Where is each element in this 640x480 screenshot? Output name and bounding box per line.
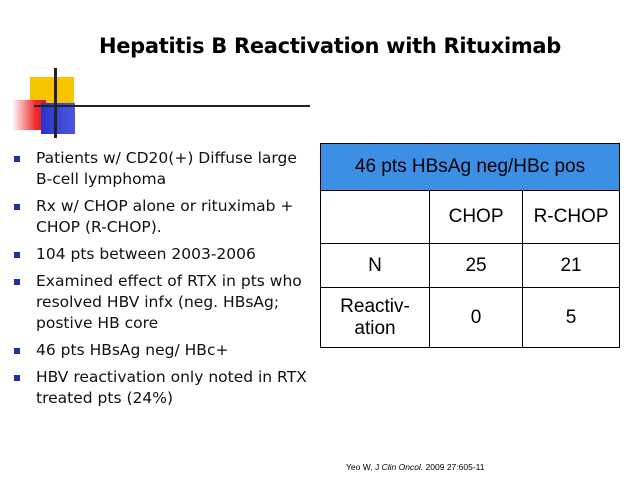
bullet-text: Examined effect of RTX in pts who resolved HBV infx (neg. HBsAg; postive HB core — [36, 272, 302, 332]
bullet-text: Rx w/ CHOP alone or rituximab + CHOP (R-CHOP). — [36, 197, 294, 236]
bullet-square-icon — [14, 348, 20, 354]
bullet-square-icon — [14, 375, 20, 381]
bullet-item — [14, 367, 314, 409]
bullet-text: HBV reactivation only noted in RTX treated pts (24%) — [36, 368, 307, 407]
bullet-text: 46 pts HBsAg neg/ HBc+ — [36, 341, 229, 359]
bullet-item — [14, 244, 314, 265]
bullet-square-icon — [14, 252, 20, 258]
bullet-square-icon — [14, 204, 20, 210]
bullet-square-icon — [14, 156, 20, 162]
citation-author: Yeo W, J — [346, 462, 380, 472]
bullet-text: Patients w/ CD20(+) Diffuse large B-cell lymphoma — [36, 149, 297, 188]
citation-journal: Clin Oncol. — [381, 462, 424, 472]
decorative-horizontal-line — [34, 105, 310, 107]
bullet-text: 104 pts between 2003-2006 — [36, 245, 256, 263]
table-header: 46 pts HBsAg neg/HBc pos — [321, 144, 620, 191]
decorative-vertical-line — [54, 68, 57, 138]
column-header-rchop: R-CHOP — [523, 191, 620, 244]
cell-rchop: 5 — [523, 288, 620, 348]
slide-title: Hepatitis B Reactivation with Rituximab — [98, 34, 562, 58]
table-row — [321, 288, 620, 348]
bullet-item — [14, 340, 314, 361]
row-label-reactivation: Reactiv- ation — [321, 288, 430, 348]
bullet-list — [14, 148, 314, 415]
bullet-item — [14, 196, 314, 238]
decorative-blue-block — [41, 103, 75, 134]
citation — [346, 462, 485, 472]
table-column-header-row — [321, 191, 620, 244]
column-header-chop: CHOP — [430, 191, 523, 244]
table-row — [321, 244, 620, 288]
row-label: N — [321, 244, 430, 288]
results-table — [320, 143, 620, 348]
cell-chop: 25 — [430, 244, 523, 288]
bullet-item — [14, 271, 314, 334]
bullet-item — [14, 148, 314, 190]
cell-rchop: 21 — [523, 244, 620, 288]
citation-ref: 2009 27:605-11 — [425, 462, 485, 472]
cell-chop: 0 — [430, 288, 523, 348]
bullet-square-icon — [14, 279, 20, 285]
column-header-empty — [321, 191, 430, 244]
